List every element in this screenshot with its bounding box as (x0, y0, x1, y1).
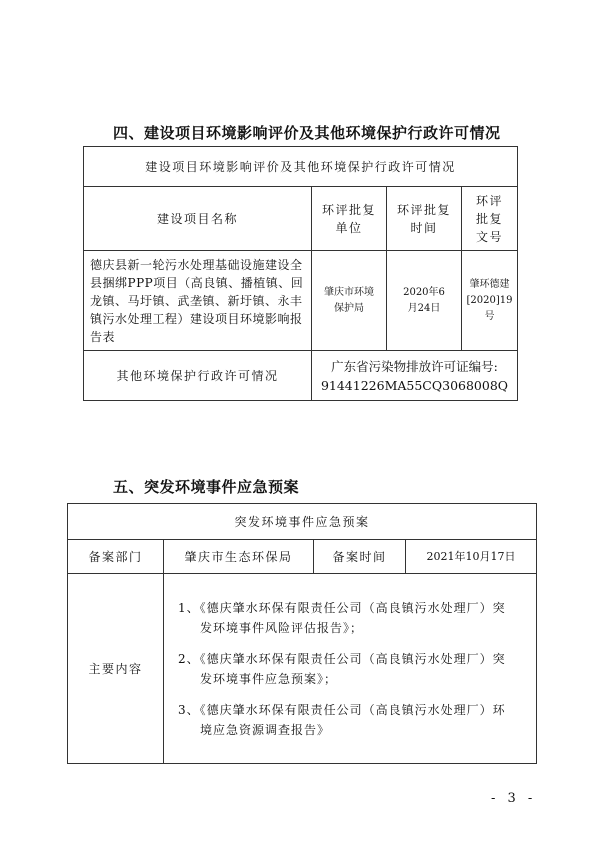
content-cell (164, 574, 537, 764)
approval-unit-cell: 肇庆市环境保护局 (312, 251, 387, 351)
content-line: 发环境事件风险评估报告》； (200, 620, 364, 635)
approval-time-cell: 2020年6月24日 (387, 251, 462, 351)
filing-time-label: 备案时间 (314, 540, 406, 574)
emergency-plan-table (67, 503, 537, 764)
permit-cell (312, 351, 518, 401)
filing-dept-label: 备案部门 (68, 540, 164, 574)
content-label: 主要内容 (68, 574, 164, 764)
content-line: 3、《德庆肇水环保有限责任公司（高良镇污水处理厂）环 (178, 702, 506, 717)
content-line: 发环境事件应急预案》； (200, 671, 338, 686)
section5-heading: 五、突发环境事件应急预案 (113, 478, 300, 496)
eia-table (83, 146, 518, 401)
content-line: 2、《德庆肇水环保有限责任公司（高良镇污水处理厂）突 (178, 651, 506, 666)
content-line: 1、《德庆肇水环保有限责任公司（高良镇污水处理厂）突 (178, 600, 506, 615)
permit-label: 广东省污染物排放许可证编号: (331, 358, 498, 374)
project-name-cell: 德庆县新一轮污水处理基础设施建设全县捆绑PPP项目（高良镇、播植镇、回龙镇、马圩镇、武垄镇、新圩镇、永丰镇污水处理工程）建设项目环境影响报告表 (84, 251, 312, 351)
col-approval-number: 环评批复文号 (462, 187, 518, 251)
approval-number-cell: 肇环德建[2020]19号 (462, 251, 518, 351)
other-permit-label: 其他环境保护行政许可情况 (84, 351, 312, 401)
col-project-name: 建设项目名称 (84, 187, 312, 251)
col-approval-time: 环评批复时间 (387, 187, 462, 251)
filing-time-value: 2021年10月17日 (406, 540, 537, 574)
page-number: - 3 - (491, 791, 537, 806)
section4-heading: 四、建设项目环境影响评价及其他环境保护行政许可情况 (113, 124, 501, 142)
permit-number: 91441226MA55CQ3068008Q (320, 377, 509, 393)
filing-dept-value: 肇庆市生态环保局 (164, 540, 314, 574)
col-approval-unit: 环评批复单位 (312, 187, 387, 251)
emergency-table-title: 突发环境事件应急预案 (68, 504, 537, 540)
content-line: 境应急资源调查报告》 (200, 722, 331, 737)
eia-table-title: 建设项目环境影响评价及其他环境保护行政许可情况 (84, 147, 518, 187)
